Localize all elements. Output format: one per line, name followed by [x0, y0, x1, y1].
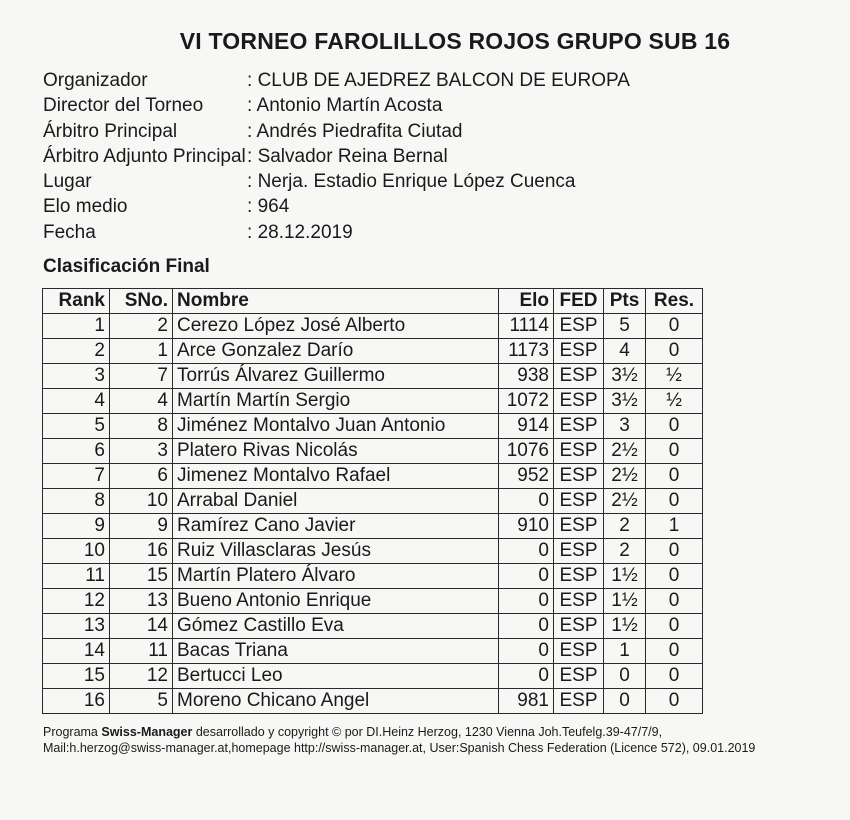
cell-sno: 5	[110, 689, 173, 714]
header-rank: Rank	[43, 289, 110, 314]
cell-sno: 6	[110, 464, 173, 489]
cell-fed: ESP	[554, 689, 604, 714]
footer-prefix: Programa	[43, 725, 102, 739]
cell-fed: ESP	[554, 614, 604, 639]
cell-fed: ESP	[554, 489, 604, 514]
cell-sno: 8	[110, 414, 173, 439]
cell-rank: 7	[43, 464, 110, 489]
cell-res: 0	[646, 414, 703, 439]
cell-pts: 2½	[604, 464, 646, 489]
cell-elo: 0	[499, 614, 554, 639]
cell-sno: 15	[110, 564, 173, 589]
section-title: Clasificación Final	[43, 256, 210, 277]
cell-pts: 3½	[604, 389, 646, 414]
cell-res: 0	[646, 339, 703, 364]
cell-rank: 14	[43, 639, 110, 664]
table-row	[43, 664, 703, 689]
cell-sno: 9	[110, 514, 173, 539]
page-title: VI TORNEO FAROLILLOS ROJOS GRUPO SUB 16	[179, 28, 731, 54]
table-row	[43, 564, 703, 589]
cell-res: 0	[646, 539, 703, 564]
table-row	[43, 339, 703, 364]
cell-name: Jimenez Montalvo Rafael	[173, 464, 499, 489]
cell-sno: 4	[110, 389, 173, 414]
header-pts: Pts	[604, 289, 646, 314]
info-label: Director del Torneo	[43, 95, 204, 117]
cell-pts: 3½	[604, 364, 646, 389]
cell-sno: 13	[110, 589, 173, 614]
table-row	[43, 489, 703, 514]
cell-elo: 0	[499, 564, 554, 589]
cell-fed: ESP	[554, 364, 604, 389]
cell-name: Arrabal Daniel	[173, 489, 499, 514]
cell-name: Moreno Chicano Angel	[173, 689, 499, 714]
cell-pts: 2	[604, 514, 646, 539]
info-label: Fecha	[43, 221, 96, 243]
cell-fed: ESP	[554, 664, 604, 689]
cell-rank: 13	[43, 614, 110, 639]
cell-fed: ESP	[554, 389, 604, 414]
cell-fed: ESP	[554, 314, 604, 339]
cell-res: ½	[646, 364, 703, 389]
table-row	[43, 414, 703, 439]
cell-pts: 2½	[604, 439, 646, 464]
info-label: Árbitro Adjunto Principal	[43, 145, 246, 167]
header-res: Res.	[646, 289, 703, 314]
cell-res: 0	[646, 564, 703, 589]
cell-fed: ESP	[554, 589, 604, 614]
info-label: Árbitro Principal	[43, 120, 178, 142]
cell-pts: 2	[604, 539, 646, 564]
info-value: : Salvador Reina Bernal	[247, 144, 448, 169]
cell-res: 0	[646, 589, 703, 614]
table-row	[43, 389, 703, 414]
table-row	[43, 589, 703, 614]
cell-pts: 1½	[604, 564, 646, 589]
cell-elo: 952	[499, 464, 554, 489]
cell-elo: 938	[499, 364, 554, 389]
standings-table	[42, 288, 703, 714]
cell-fed: ESP	[554, 414, 604, 439]
cell-rank: 15	[43, 664, 110, 689]
cell-name: Torrús Álvarez Guillermo	[173, 364, 499, 389]
cell-elo: 0	[499, 539, 554, 564]
cell-elo: 0	[499, 639, 554, 664]
cell-pts: 1½	[604, 589, 646, 614]
cell-sno: 10	[110, 489, 173, 514]
cell-pts: 1½	[604, 614, 646, 639]
info-value: : 964	[247, 194, 289, 219]
cell-res: 0	[646, 489, 703, 514]
cell-fed: ESP	[554, 514, 604, 539]
table-row	[43, 439, 703, 464]
cell-rank: 16	[43, 689, 110, 714]
cell-elo: 914	[499, 414, 554, 439]
cell-sno: 16	[110, 539, 173, 564]
cell-name: Platero Rivas Nicolás	[173, 439, 499, 464]
cell-res: 0	[646, 689, 703, 714]
info-value: : Antonio Martín Acosta	[247, 93, 442, 118]
cell-rank: 8	[43, 489, 110, 514]
cell-name: Bacas Triana	[173, 639, 499, 664]
cell-name: Cerezo López José Alberto	[173, 314, 499, 339]
cell-pts: 5	[604, 314, 646, 339]
info-value: : Nerja. Estadio Enrique López Cuenca	[247, 169, 575, 194]
cell-rank: 3	[43, 364, 110, 389]
table-row	[43, 314, 703, 339]
cell-elo: 910	[499, 514, 554, 539]
cell-sno: 11	[110, 639, 173, 664]
header-name: Nombre	[173, 289, 499, 314]
cell-rank: 9	[43, 514, 110, 539]
cell-name: Ruiz Villasclaras Jesús	[173, 539, 499, 564]
info-label: Elo medio	[43, 196, 128, 218]
cell-rank: 6	[43, 439, 110, 464]
header-elo: Elo	[499, 289, 554, 314]
cell-sno: 14	[110, 614, 173, 639]
cell-res: 0	[646, 439, 703, 464]
footer-line-2: Mail:h.herzog@swiss-manager.at,homepage http://swiss-manager.at, User:Spanish Chess Federation (Licence 572), 09.01.2019	[43, 741, 756, 755]
cell-fed: ESP	[554, 464, 604, 489]
cell-name: Arce Gonzalez Darío	[173, 339, 499, 364]
table-row	[43, 364, 703, 389]
cell-pts: 4	[604, 339, 646, 364]
cell-elo: 1076	[499, 439, 554, 464]
cell-sno: 3	[110, 439, 173, 464]
table-row	[43, 614, 703, 639]
cell-elo: 0	[499, 489, 554, 514]
cell-res: 0	[646, 314, 703, 339]
info-value: : CLUB DE AJEDREZ BALCON DE EUROPA	[247, 68, 630, 93]
cell-res: 0	[646, 464, 703, 489]
cell-name: Gómez Castillo Eva	[173, 614, 499, 639]
cell-pts: 1	[604, 639, 646, 664]
cell-elo: 1173	[499, 339, 554, 364]
table-row	[43, 539, 703, 564]
cell-pts: 0	[604, 689, 646, 714]
table-row	[43, 464, 703, 489]
cell-sno: 7	[110, 364, 173, 389]
cell-name: Ramírez Cano Javier	[173, 514, 499, 539]
cell-rank: 4	[43, 389, 110, 414]
table-header-row	[43, 289, 703, 314]
cell-sno: 1	[110, 339, 173, 364]
info-value: : 28.12.2019	[247, 220, 353, 245]
cell-pts: 2½	[604, 489, 646, 514]
cell-rank: 12	[43, 589, 110, 614]
table-row	[43, 689, 703, 714]
cell-rank: 2	[43, 339, 110, 364]
footer-copyright: desarrollado y copyright © por DI.Heinz Herzog, 1230 Vienna Joh.Teufelg.39-47/7/9,	[192, 725, 663, 739]
cell-sno: 2	[110, 314, 173, 339]
cell-fed: ESP	[554, 539, 604, 564]
cell-sno: 12	[110, 664, 173, 689]
cell-elo: 0	[499, 664, 554, 689]
cell-res: ½	[646, 389, 703, 414]
cell-rank: 11	[43, 564, 110, 589]
cell-name: Martín Martín Sergio	[173, 389, 499, 414]
cell-name: Martín Platero Álvaro	[173, 564, 499, 589]
table-row	[43, 639, 703, 664]
cell-rank: 5	[43, 414, 110, 439]
info-value: : Andrés Piedrafita Ciutad	[247, 119, 462, 144]
table-row	[43, 514, 703, 539]
cell-rank: 1	[43, 314, 110, 339]
info-label: Organizador	[43, 70, 148, 91]
cell-name: Bertucci Leo	[173, 664, 499, 689]
cell-pts: 0	[604, 664, 646, 689]
cell-elo: 0	[499, 589, 554, 614]
header-fed: FED	[554, 289, 604, 314]
cell-name: Jiménez Montalvo Juan Antonio	[173, 414, 499, 439]
cell-fed: ESP	[554, 639, 604, 664]
cell-elo: 1114	[499, 314, 554, 339]
cell-elo: 981	[499, 689, 554, 714]
cell-rank: 10	[43, 539, 110, 564]
info-label: Lugar	[43, 171, 92, 193]
cell-fed: ESP	[554, 339, 604, 364]
cell-res: 1	[646, 514, 703, 539]
footer	[43, 724, 850, 756]
footer-brand: Swiss-Manager	[101, 725, 193, 739]
cell-res: 0	[646, 614, 703, 639]
cell-name: Bueno Antonio Enrique	[173, 589, 499, 614]
footer-line-1	[43, 724, 850, 740]
cell-res: 0	[646, 639, 703, 664]
cell-fed: ESP	[554, 564, 604, 589]
header-sno: SNo.	[110, 289, 173, 314]
cell-elo: 1072	[499, 389, 554, 414]
cell-fed: ESP	[554, 439, 604, 464]
cell-res: 0	[646, 664, 703, 689]
cell-pts: 3	[604, 414, 646, 439]
